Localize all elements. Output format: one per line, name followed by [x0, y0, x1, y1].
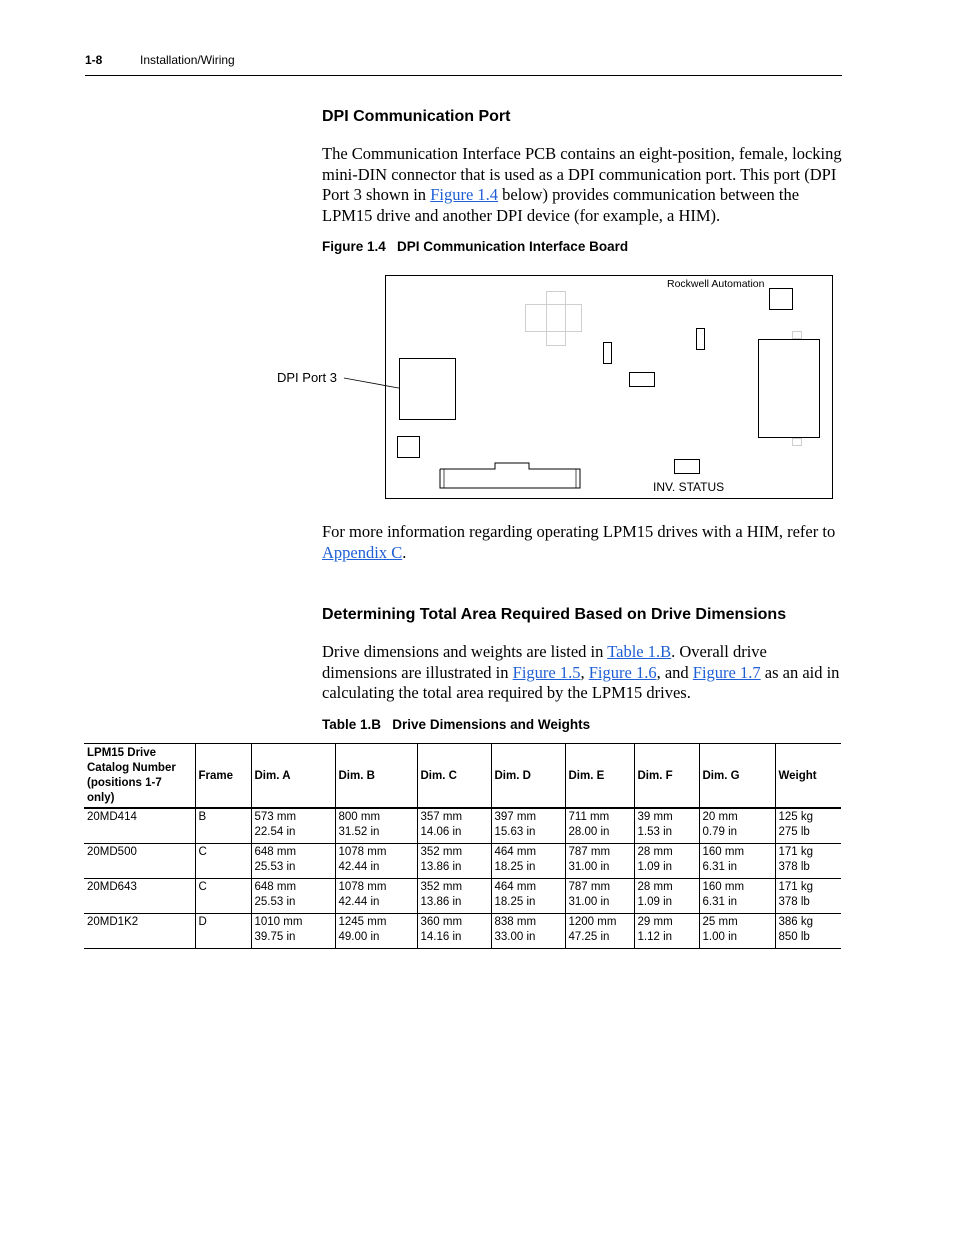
area-heading: Determining Total Area Required Based on Drive Dimensions [322, 606, 787, 623]
cell-catalog-number: 20MD643 [87, 881, 137, 893]
cell-imperial-value: 1.12 in [637, 931, 673, 943]
cell-metric-value: 171 kg [778, 881, 814, 893]
right-connector-tab-bottom [792, 438, 802, 446]
status-led [674, 459, 700, 474]
cell-imperial-value: 6.31 in [702, 861, 738, 873]
right-connector-tab-top [792, 331, 802, 339]
cell-dim-g [699, 879, 775, 914]
cell-metric-value: 1078 mm [338, 881, 387, 893]
cell-metric-value: 648 mm [254, 881, 297, 893]
cell-imperial-value: 18.25 in [494, 861, 536, 873]
cell-dim-g [699, 844, 775, 879]
cell-dim-f [634, 879, 699, 914]
header-rule [85, 75, 842, 76]
cell-imperial-value: 39.75 in [254, 931, 296, 943]
cell-dim-d [491, 808, 565, 844]
cell-metric-value: 386 kg [778, 916, 814, 928]
cell-weight [775, 879, 841, 914]
cell-metric-value: 573 mm [254, 811, 297, 823]
table-caption-title: Drive Dimensions and Weights [392, 717, 591, 732]
cell-dim-e [565, 808, 634, 844]
cell-metric-value: 787 mm [568, 846, 611, 858]
dpi-paragraph [322, 144, 842, 226]
figure-1-5-link[interactable]: Figure 1.5 [512, 662, 581, 682]
figure-1-4-link[interactable]: Figure 1.4 [430, 185, 499, 204]
right-connector-block [758, 339, 820, 438]
cell-dim-a [251, 844, 335, 879]
area-paragraph [322, 642, 842, 704]
table-body [84, 808, 841, 949]
cell-imperial-value: 25.53 in [254, 896, 296, 908]
him-text-2: . [402, 542, 407, 562]
cell-imperial-value: 275 lb [778, 826, 810, 838]
cell-metric-value: 352 mm [420, 846, 463, 858]
dpi-port-label: DPI Port 3 [277, 370, 337, 385]
header-dim-c: Dim. C [417, 744, 491, 809]
cell-imperial-value: 378 lb [778, 896, 810, 908]
table-caption [322, 717, 590, 732]
cell-imperial-value: 25.53 in [254, 861, 296, 873]
section-title: Installation/Wiring [140, 53, 235, 67]
top-right-square [769, 288, 793, 310]
table-row [84, 808, 841, 844]
cell-dim-g [699, 808, 775, 844]
cell-imperial-value: 1.09 in [637, 896, 673, 908]
cell-dim-b [335, 879, 417, 914]
cell-metric-value: 711 mm [568, 811, 610, 823]
cell-metric-value: 25 mm [702, 916, 738, 928]
cell-metric-value: 171 kg [778, 846, 814, 858]
cell-weight [775, 808, 841, 844]
cell-metric-value: 800 mm [338, 811, 381, 823]
cell-dim-e [565, 914, 634, 949]
dimensions-table [84, 743, 841, 949]
cell-imperial-value: 47.25 in [568, 931, 610, 943]
cell-metric-value: 838 mm [494, 916, 537, 928]
cell-imperial-value: 1.53 in [637, 826, 673, 838]
cell-imperial-value: 14.16 in [420, 931, 462, 943]
cell-frame: C [195, 844, 251, 879]
figure-1-7-link[interactable]: Figure 1.7 [692, 662, 761, 682]
header-weight: Weight [775, 744, 841, 809]
table-row [84, 914, 841, 949]
cell-metric-value: 160 mm [702, 881, 745, 893]
dpi-text-1: The Communication Interface PCB contains an eight-position, female, locking mini-DIN connector that is used as a DPI communication port. This port (DPI Port 3 shown in [322, 144, 842, 204]
him-paragraph [322, 522, 842, 563]
cell-dim-d [491, 914, 565, 949]
cell-metric-value: 1078 mm [338, 846, 387, 858]
cell-metric-value: 397 mm [494, 811, 537, 823]
cell-dim-f [634, 808, 699, 844]
cell-dim-b [335, 914, 417, 949]
cell-imperial-value: 42.44 in [338, 861, 380, 873]
cell-imperial-value: 850 lb [778, 931, 810, 943]
cell-imperial-value: 33.00 in [494, 931, 536, 943]
cell-metric-value: 357 mm [420, 811, 463, 823]
cell-dim-c [417, 879, 491, 914]
brand-label: Rockwell Automation [667, 278, 765, 290]
board-notch [804, 275, 826, 276]
cell-imperial-value: 49.00 in [338, 931, 380, 943]
small-connector-right [696, 328, 705, 350]
cell-metric-value: 464 mm [494, 846, 537, 858]
cell-weight [775, 844, 841, 879]
figure-caption-number: Figure 1.4 [322, 239, 386, 254]
header-frame: Frame [195, 744, 251, 809]
cell-dim-d [491, 879, 565, 914]
header-catalog-line-2: Catalog Number [87, 762, 176, 774]
cell-imperial-value: 22.54 in [254, 826, 296, 838]
cell-imperial-value: 28.00 in [568, 826, 610, 838]
ghost-component-horizontal [525, 304, 582, 332]
cell-dim-e [565, 879, 634, 914]
cell-dim-b [335, 808, 417, 844]
cell-dim-c [417, 914, 491, 949]
cell-dim-g [699, 914, 775, 949]
cell-dim-a [251, 879, 335, 914]
cell-metric-value: 352 mm [420, 881, 463, 893]
header-dim-e: Dim. E [565, 744, 634, 809]
cell-dim-c [417, 844, 491, 879]
cell-imperial-value: 31.52 in [338, 826, 380, 838]
header-catalog-number [84, 744, 195, 809]
header-dim-b: Dim. B [335, 744, 417, 809]
cell-metric-value: 648 mm [254, 846, 297, 858]
header-dim-a: Dim. A [251, 744, 335, 809]
cell-dim-a [251, 914, 335, 949]
cell-dim-c [417, 808, 491, 844]
cell-imperial-value: 13.86 in [420, 861, 462, 873]
table-row [84, 844, 841, 879]
cell-imperial-value: 6.31 in [702, 896, 738, 908]
cell-metric-value: 1200 mm [568, 916, 617, 928]
bottom-left-square [397, 436, 420, 458]
cell-imperial-value: 14.06 in [420, 826, 462, 838]
cell-metric-value: 1010 mm [254, 916, 303, 928]
figure-caption-title: DPI Communication Interface Board [397, 239, 629, 254]
table-row [84, 879, 841, 914]
cell-weight [775, 914, 841, 949]
table-1b-link[interactable]: Table 1.B [607, 642, 672, 661]
cell-metric-value: 125 kg [778, 811, 814, 823]
cell-imperial-value: 0.79 in [702, 826, 738, 838]
cell-imperial-value: 1.09 in [637, 861, 673, 873]
bottom-header-connector [439, 460, 582, 490]
cell-imperial-value: 13.86 in [420, 896, 462, 908]
cell-metric-value: 39 mm [637, 811, 673, 823]
cell-catalog-number: 20MD500 [87, 846, 137, 858]
figure-caption [322, 239, 628, 254]
cell-catalog-number: 20MD414 [87, 811, 137, 823]
interface-board [385, 275, 833, 499]
cell-dim-d [491, 844, 565, 879]
cell-dim-b [335, 844, 417, 879]
cell-imperial-value: 42.44 in [338, 896, 380, 908]
cell-frame: C [195, 879, 251, 914]
appendix-c-link[interactable]: Appendix C [322, 542, 403, 562]
cell-metric-value: 28 mm [637, 846, 673, 858]
cell-metric-value: 28 mm [637, 881, 673, 893]
dpi-port-connector [399, 358, 456, 420]
table-caption-number: Table 1.B [322, 717, 382, 732]
him-text-1: For more information regarding operating LPM15 drives with a HIM, refer to [322, 522, 836, 541]
cell-catalog-number: 20MD1K2 [87, 916, 139, 928]
area-text-5: as an aid in calculating the total area required by the LPM15 drives. [322, 662, 840, 702]
area-text-4: , and [656, 662, 693, 682]
area-text-2: . Overall drive dimensions are illustrated in [322, 642, 767, 682]
figure-1-6-link[interactable]: Figure 1.6 [588, 662, 657, 682]
cell-frame: D [195, 914, 251, 949]
header-dim-g: Dim. G [699, 744, 775, 809]
middle-component [629, 372, 655, 387]
dpi-heading: DPI Communication Port [322, 108, 511, 125]
small-connector-left [603, 342, 612, 364]
cell-metric-value: 360 mm [420, 916, 463, 928]
page-number: 1-8 [85, 53, 103, 67]
area-text-1: Drive dimensions and weights are listed in [322, 642, 608, 661]
cell-metric-value: 29 mm [637, 916, 673, 928]
cell-imperial-value: 31.00 in [568, 896, 610, 908]
cell-metric-value: 20 mm [702, 811, 738, 823]
inv-status-label: INV. STATUS [653, 480, 725, 494]
header-catalog-line-3: (positions 1-7 only) [87, 777, 162, 804]
header-dim-f: Dim. F [634, 744, 699, 809]
cell-dim-f [634, 914, 699, 949]
cell-dim-e [565, 844, 634, 879]
cell-metric-value: 160 mm [702, 846, 745, 858]
cell-imperial-value: 1.00 in [702, 931, 738, 943]
table-header-row [84, 744, 841, 809]
cell-metric-value: 464 mm [494, 881, 537, 893]
dpi-text-2: below) provides communication between the LPM15 drive and another DPI device (for example, a HIM). [322, 185, 800, 225]
area-text-3: , [580, 662, 589, 682]
header-catalog-line-1: LPM15 Drive [87, 747, 157, 759]
cell-imperial-value: 15.63 in [494, 826, 536, 838]
cell-imperial-value: 18.25 in [494, 896, 536, 908]
cell-imperial-value: 31.00 in [568, 861, 610, 873]
cell-dim-a [251, 808, 335, 844]
cell-dim-f [634, 844, 699, 879]
cell-metric-value: 787 mm [568, 881, 611, 893]
cell-frame: B [195, 808, 251, 844]
header-dim-d: Dim. D [491, 744, 565, 809]
cell-imperial-value: 378 lb [778, 861, 810, 873]
cell-metric-value: 1245 mm [338, 916, 387, 928]
